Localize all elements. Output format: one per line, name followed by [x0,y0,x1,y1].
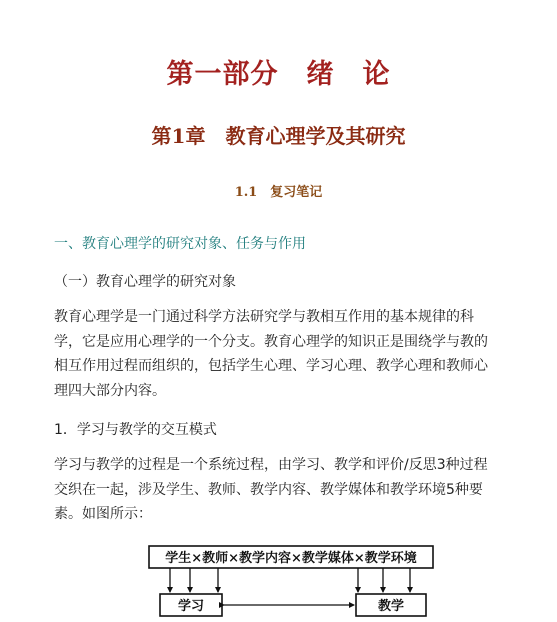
paragraph-line: 学习与教学的过程是一个系统过程，由学习、教学和评价/反思3种过程 [54,457,488,473]
interaction-model-diagram [148,545,438,622]
learning-box-label: 学习 [177,599,205,614]
paragraph-line: 学，它是应用心理学的一个分支。教育心理学的知识正是围绕学与教的 [54,333,488,350]
heading-level3: 1．学习与教学的交互模式 [54,422,217,438]
paragraph-line: 理四大部分内容。 [54,382,166,399]
part-title: 第一部分 绪 论 [166,59,391,90]
paragraph-definition [54,305,524,403]
elements-box-label: 学生×教师×教学内容×教学媒体×教学环境 [165,551,417,566]
section-title: 1.1 复习笔记 [234,185,323,200]
paragraph-line: 相互作用过程而组织的，包括学生心理、学习心理、教学心理和教师心 [54,358,488,374]
heading-level2: （一）教育心理学的研究对象 [54,274,236,290]
heading-level1: 一、教育心理学的研究对象、任务与作用 [54,236,306,252]
paragraph-line: 教育心理学是一门通过科学方法研究学与教相互作用的基本规律的科 [54,309,474,325]
chapter-title: 第1章 教育心理学及其研究 [151,124,406,148]
paragraph-line: 交织在一起，涉及学生、教师、教学内容、教学媒体和教学环境5种要 [54,481,483,498]
paragraph-process [54,453,524,527]
teaching-box-label: 教学 [377,599,405,614]
paragraph-line: 素。如图所示： [54,506,152,522]
